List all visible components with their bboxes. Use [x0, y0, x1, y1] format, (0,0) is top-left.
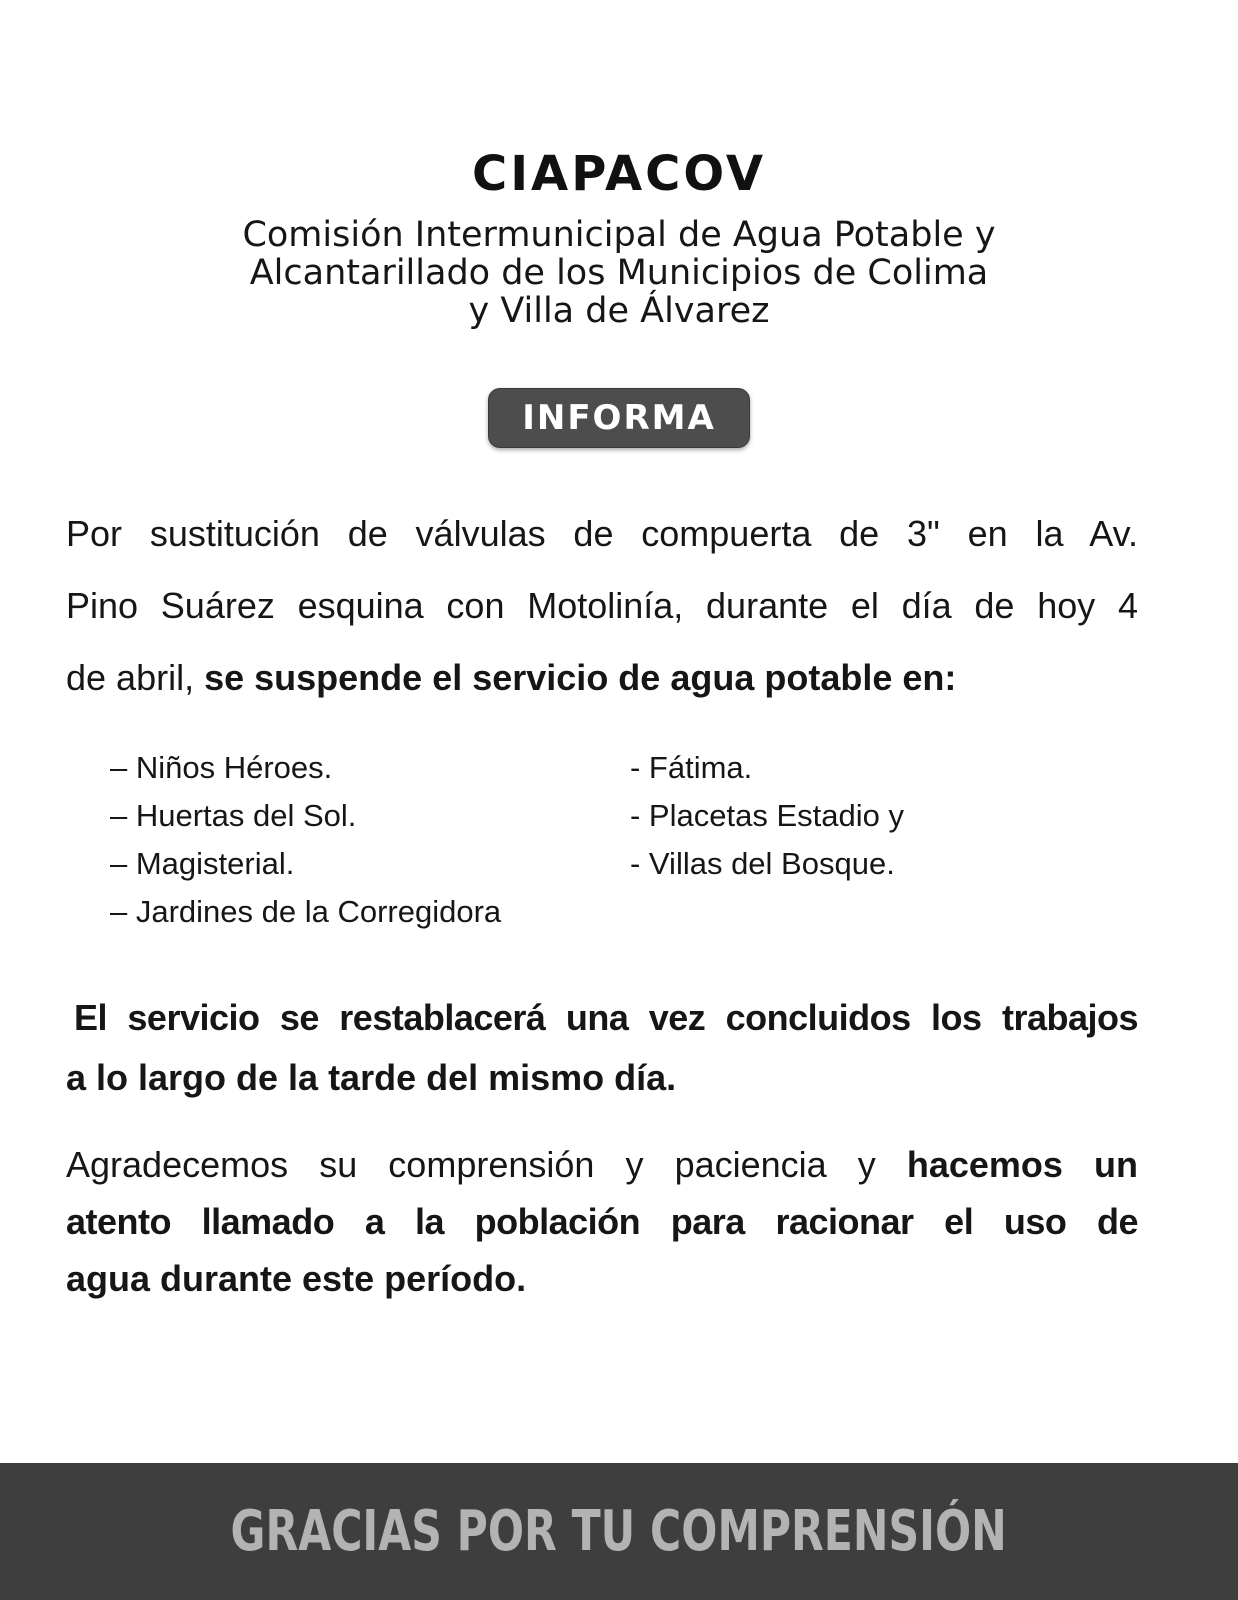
intro-line: Pino Suárez esquina con Motolinía, durante el día de hoy 4	[66, 585, 1138, 626]
restoration-line: a lo largo de la tarde del mismo día.	[66, 1057, 677, 1098]
informa-badge-row	[0, 388, 1238, 448]
areas-left-column	[110, 744, 630, 936]
restoration-line: El servicio se restablacerá una vez concluidos los trabajos	[74, 997, 1138, 1038]
affected-areas-list	[66, 744, 1138, 936]
gratitude-paragraph	[66, 1136, 1138, 1307]
intro-line	[66, 642, 1138, 714]
header	[0, 0, 1238, 330]
area-list-item: – Niños Héroes.	[110, 750, 333, 785]
intro-line: Por sustitución de válvulas de compuerta de 3" en la Av.	[66, 513, 1138, 554]
org-name-line: y Villa de Álvarez	[468, 291, 770, 331]
org-full-name	[0, 216, 1238, 330]
areas-right-column	[630, 744, 1138, 936]
area-list-item: - Placetas Estadio y	[630, 798, 904, 833]
gratitude-line: agua durante este período.	[66, 1258, 527, 1299]
notice-body	[66, 498, 1138, 1307]
org-name-line: Comisión Intermunicipal de Agua Potable y	[242, 215, 996, 255]
informa-badge: INFORMA	[488, 388, 750, 448]
area-list-item: – Magisterial.	[110, 846, 295, 881]
area-list-item: - Villas del Bosque.	[630, 846, 895, 881]
org-name-line: Alcantarillado de los Municipios de Colima	[249, 253, 989, 293]
gratitude-bold-text: hacemos un	[906, 1144, 1138, 1185]
gratitude-line: atento llamado a la población para racionar el uso de	[66, 1201, 1138, 1242]
area-list-item: – Jardines de la Corregidora	[110, 894, 502, 929]
area-list-item: – Huertas del Sol.	[110, 798, 357, 833]
gratitude-line	[66, 1136, 1138, 1193]
area-list-item: - Fátima.	[630, 750, 753, 785]
intro-line-bold-text: se suspende el servicio de agua potable en:	[204, 657, 957, 698]
org-acronym-title: CIAPACOV	[471, 146, 767, 202]
intro-line-regular-text: de abril,	[66, 657, 195, 698]
footer-message: GRACIAS POR TU COMPRENSIÓN	[230, 1499, 1008, 1564]
restoration-paragraph	[66, 988, 1138, 1108]
gratitude-regular-text: Agradecemos su comprensión y paciencia y	[66, 1144, 876, 1185]
intro-paragraph	[66, 498, 1138, 714]
footer-banner	[0, 1463, 1238, 1600]
